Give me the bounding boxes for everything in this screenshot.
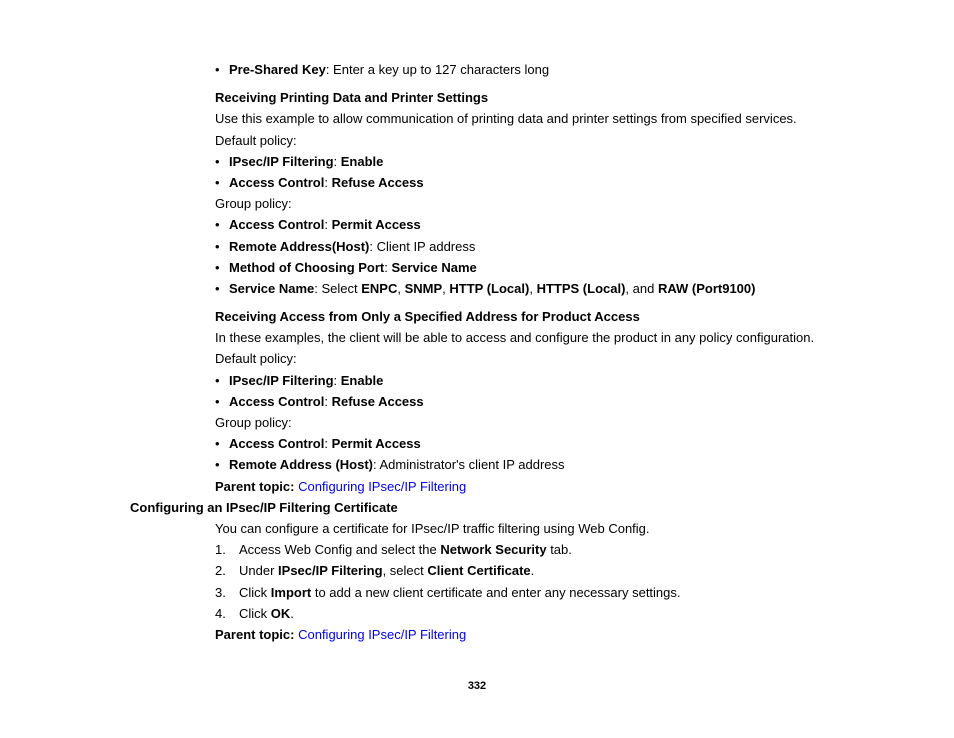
page-number: 332 [467, 680, 487, 692]
value: Enable [340, 154, 384, 169]
step-number: 1. [215, 542, 226, 557]
group-policy-label: Group policy: [215, 196, 292, 211]
term: Pre-Shared Key [229, 62, 326, 77]
sep: : [324, 175, 332, 190]
step-text: . [530, 563, 535, 578]
step-text: , select [382, 563, 428, 578]
parent-topic-label: Parent topic: [215, 627, 295, 642]
step-text: . [290, 606, 294, 621]
service: HTTP (Local) [449, 281, 530, 296]
step-text: tab. [546, 542, 572, 557]
value: Refuse Access [331, 394, 424, 409]
parent-topic [215, 627, 466, 643]
text: , [529, 281, 537, 296]
bullet-glyph: • [215, 175, 220, 190]
step-emphasis: Client Certificate [427, 563, 531, 578]
rest: : Client IP address [369, 239, 476, 254]
service: SNMP [404, 281, 443, 296]
term: Remote Address(Host) [229, 239, 370, 254]
term: Remote Address (Host) [229, 457, 373, 472]
bullet-glyph: • [215, 62, 220, 77]
section-heading: Receiving Printing Data and Printer Settings [215, 90, 489, 105]
bullet-glyph: • [215, 217, 220, 232]
service: HTTPS (Local) [536, 281, 626, 296]
bullet-glyph: • [215, 239, 220, 254]
step-text: Click [239, 585, 271, 600]
term: Method of Choosing Port [229, 260, 385, 275]
text: , [397, 281, 405, 296]
step-emphasis: Import [270, 585, 312, 600]
bullet-glyph: • [215, 436, 220, 451]
step-text: to add a new client certificate and enter any necessary settings. [311, 585, 681, 600]
term: Service Name [229, 281, 315, 296]
rest: : Administrator's client IP address [372, 457, 565, 472]
parent-topic [215, 479, 466, 495]
service: ENPC [361, 281, 398, 296]
bullet-glyph: • [215, 154, 220, 169]
term: IPsec/IP Filtering [229, 373, 334, 388]
bullet-glyph: • [215, 457, 220, 472]
default-policy-label: Default policy: [215, 133, 297, 148]
bullet-glyph: • [215, 260, 220, 275]
step-number: 3. [215, 585, 226, 600]
step-emphasis: Network Security [440, 542, 547, 557]
default-policy-label: Default policy: [215, 351, 297, 366]
paragraph: You can configure a certificate for IPsec/IP traffic filtering using Web Config. [215, 521, 650, 536]
term: Access Control [229, 394, 325, 409]
sep: : [324, 394, 332, 409]
term-desc: : Enter a key up to 127 characters long [325, 62, 550, 77]
group-policy-label: Group policy: [215, 415, 292, 430]
value: Refuse Access [331, 175, 424, 190]
topic-heading: Configuring an IPsec/IP Filtering Certificate [130, 500, 398, 515]
parent-topic-link[interactable]: Configuring IPsec/IP Filtering [298, 627, 467, 642]
step-emphasis: OK [270, 606, 291, 621]
sep: : [324, 436, 332, 451]
paragraph: In these examples, the client will be able to access and configure the product in any policy configuration. [215, 330, 815, 345]
bullet-glyph: • [215, 373, 220, 388]
text: , [442, 281, 450, 296]
value: Enable [340, 373, 384, 388]
term: Access Control [229, 217, 325, 232]
text: : Select [314, 281, 362, 296]
step-number: 2. [215, 563, 226, 578]
paragraph: Use this example to allow communication of printing data and printer settings from specified services. [215, 111, 797, 126]
step-text: Under [239, 563, 279, 578]
term: IPsec/IP Filtering [229, 154, 334, 169]
value: Service Name [391, 260, 477, 275]
sep: : [324, 217, 332, 232]
parent-topic-label: Parent topic: [215, 479, 295, 494]
sep: : [384, 260, 392, 275]
text: , and [625, 281, 658, 296]
value: Permit Access [331, 217, 421, 232]
bullet-glyph: • [215, 281, 220, 296]
sep: : [333, 373, 341, 388]
value: Permit Access [331, 436, 421, 451]
step-text: Click [239, 606, 271, 621]
term: Access Control [229, 175, 325, 190]
term: Access Control [229, 436, 325, 451]
step-text: Access Web Config and select the [239, 542, 441, 557]
step-number: 4. [215, 606, 226, 621]
step-emphasis: IPsec/IP Filtering [278, 563, 383, 578]
section-heading: Receiving Access from Only a Specified Address for Product Access [215, 309, 640, 324]
bullet-glyph: • [215, 394, 220, 409]
service: RAW (Port9100) [657, 281, 756, 296]
sep: : [333, 154, 341, 169]
parent-topic-link[interactable]: Configuring IPsec/IP Filtering [298, 479, 467, 494]
